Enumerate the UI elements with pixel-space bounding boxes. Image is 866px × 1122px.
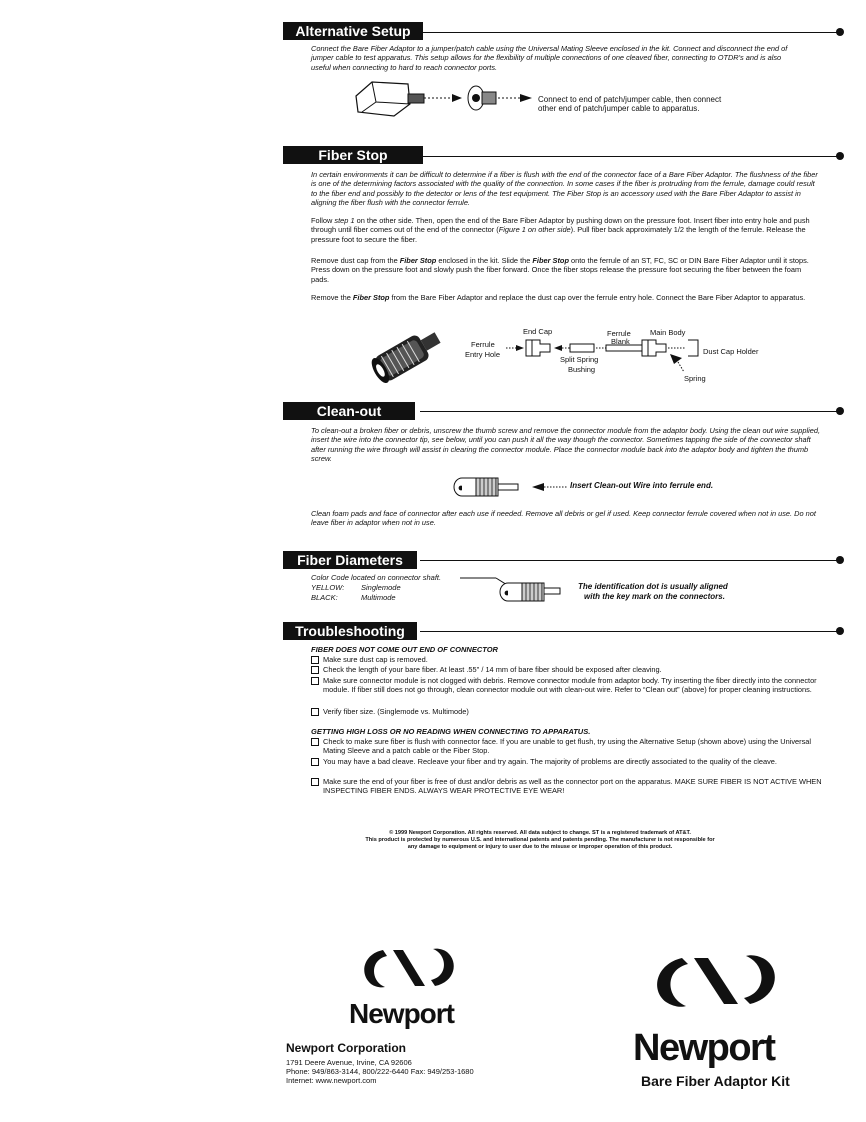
fiber-stop-intro: In certain environments it can be difficult to determine if a fiber is flush with the end of the connector face of a Bare Fiber Adaptor. The flushness of the fiber is one of the determining factors associated with the quality of the connection. In some cases if the fiber is protruding from the ferrule, damage could result to the fiber end and possibly to the detector or lens of the test equipment. The Fiber Stop is an accessory used with the Bare Fiber Adaptor to assist in aligning the fiber flush with the connector ferrule. — [311, 170, 818, 208]
fiber-stop-exploded-diagram — [506, 334, 706, 374]
label-ferrule-blank-2: Blank — [611, 337, 630, 346]
section-header-alternative-setup: Alternative Setup — [283, 22, 423, 40]
label-entry-hole: Entry Hole — [465, 350, 501, 359]
header-rule-dot — [836, 407, 844, 415]
header-rule — [420, 411, 837, 412]
troubleshooting-item: Check the length of your bare fiber. At least .55" / 14 mm of bare fiber should be exposed after cleaving. — [311, 665, 833, 674]
label-ferrule: Ferrule — [471, 340, 495, 349]
troubleshooting-item: Make sure connector module is not clogged with debris. Remove connector module from adaptor body. Try inserting the fiber directly into the connector module. If fiber still does not go through, clean connector module out with clean-out wire. Refer to “Clean out” (above) for proper cleaning instructions. — [311, 676, 833, 694]
checkbox-icon — [311, 758, 319, 766]
newport-logo-text-right: Newport — [633, 1027, 775, 1069]
fiber-stop-paragraph-3: Remove the Fiber Stop from the Bare Fiber Adaptor and replace the dust cap over the ferrule entry hole. Connect the Bare Fiber Adaptor to apparatus. — [311, 293, 806, 302]
label-ferrule-blank-1: Ferrule — [607, 329, 631, 338]
troubleshooting-item: Check to make sure fiber is flush with connector face. If you are unable to get flush, try using the Alternative Setup (shown above) using the Universal Mating Sleeve and a patch cable or the Fiber Stop. — [311, 737, 833, 755]
checkbox-icon — [311, 677, 319, 685]
clean-out-text: To clean-out a broken fiber or debris, unscrew the thumb screw and remove the connector module from the adaptor body. Using the clean out wire supplied, insert the wire into the connector tip, see below, until you can push it all the way though the connector. Sometimes tapping the side of the connector shaft after running the wire through will assist in clearing the connector module. Place the connector module back into the adaptor body and tighten the thumb screw. — [311, 426, 820, 464]
troubleshooting-heading-2: GETTING HIGH LOSS OR NO READING WHEN CONNECTING TO APPARATUS. — [311, 727, 591, 736]
header-rule-dot — [836, 28, 844, 36]
header-rule — [420, 560, 837, 561]
fiber-stop-paragraph-2: Remove dust cap from the Fiber Stop enclosed in the kit. Slide the Fiber Stop onto the ferrule of an ST, FC, SC or DIN Bare Fiber Adaptor until it stops. Press down on the pressure foot and slowly push the fiber forward. Once the fiber stops release the pressure foot securing the fiber between the foam pads. — [311, 256, 809, 284]
label-main-body: Main Body — [650, 328, 686, 337]
newport-logo-text-left: Newport — [349, 998, 454, 1029]
color-row-black-type: Multimode — [361, 593, 396, 602]
product-title: Bare Fiber Adaptor Kit — [641, 1073, 790, 1089]
header-rule — [420, 32, 837, 33]
fiber-stop-paragraph-1: Follow step 1 on the other side. Then, open the end of the Bare Fiber Adaptor by pushing down on the pressure foot. Insert fiber into entry hole and push through until fiber comes out of the end of the connector (Figure 1 on other side). Pull fiber back approximately 1/2 the length of the ferrule. Release the pressure foot to secure the fiber. — [311, 216, 810, 244]
legal-notice: © 1999 Newport Corporation. All rights reserved. All data subject to change. ST is a registered trademark of AT&T. This product is protected by numerous U.S. and international patents and patents pending. The manufacturer is not responsible for any damage to equipment or injury to user due to the misuse or improper operation of this product. — [365, 830, 715, 851]
fiber-stop-photo — [366, 318, 452, 390]
checkbox-icon — [311, 778, 319, 786]
alt-setup-caption-1: Connect to end of patch/jumper cable, then connect — [538, 95, 722, 104]
label-end-cap: End Cap — [523, 327, 553, 336]
header-rule — [420, 156, 837, 157]
section-header-fiber-stop: Fiber Stop — [283, 146, 423, 164]
fiber-diameters-note-1: The identification dot is usually aligned — [578, 582, 728, 591]
alt-setup-diagram — [348, 74, 538, 124]
color-row-yellow-color: YELLOW: — [311, 583, 345, 592]
alt-setup-text: Connect the Bare Fiber Adaptor to a jumper/patch cable using the Universal Mating Sleeve enclosed in the kit. Connect and disconnect the end of jumper cable to test apparatus. This setup allows for the flexibility of multiple connections of one cleaved fiber, connecting to OTDR's and is also useful when connecting to hard to reach connector ports. — [311, 44, 788, 72]
section-header-fiber-diameters: Fiber Diameters — [283, 551, 417, 569]
company-name: Newport Corporation — [286, 1041, 406, 1055]
newport-logo-mark — [357, 946, 461, 990]
label-spring: Spring — [684, 374, 706, 383]
label-split-spring: Split Spring — [560, 355, 599, 364]
newport-logo-mark-large — [648, 952, 784, 1010]
clean-out-connector-diagram — [450, 474, 570, 500]
troubleshooting-item: Make sure dust cap is removed. — [311, 655, 833, 664]
section-header-troubleshooting: Troubleshooting — [283, 622, 417, 640]
header-rule-dot — [836, 627, 844, 635]
fiber-diameter-connector-diagram — [460, 572, 570, 606]
troubleshooting-heading-1: FIBER DOES NOT COME OUT END OF CONNECTOR — [311, 645, 498, 654]
fiber-diameters-note-2: with the key mark on the connectors. — [584, 592, 725, 601]
header-rule — [420, 631, 837, 632]
alt-setup-caption-2: other end of patch/jumper cable to apparatus. — [538, 104, 700, 113]
troubleshooting-item: You may have a bad cleave. Recleave your fiber and try again. The majority of problems are directly associated to the quality of the cleave. — [311, 757, 833, 766]
header-rule-dot — [836, 556, 844, 564]
company-address: 1791 Deere Avenue, Irvine, CA 92606 — [286, 1058, 412, 1067]
troubleshooting-item: Verify fiber size. (Singlemode vs. Multimode) — [311, 707, 833, 716]
color-row-black-color: BLACK: — [311, 593, 338, 602]
clean-out-wire-label: Insert Clean-out Wire into ferrule end. — [570, 481, 714, 490]
checkbox-icon — [311, 738, 319, 746]
checkbox-icon — [311, 666, 319, 674]
color-row-yellow-type: Singlemode — [361, 583, 401, 592]
checkbox-icon — [311, 708, 319, 716]
company-phone: Phone: 949/863-3144, 800/222-6440 Fax: 949/253-1680 — [286, 1067, 474, 1076]
company-internet: Internet: www.newport.com — [286, 1076, 377, 1085]
color-code-label: Color Code located on connector shaft. — [311, 573, 442, 582]
label-dust-cap-holder: Dust Cap Holder — [703, 347, 759, 356]
label-bushing: Bushing — [568, 365, 596, 374]
troubleshooting-item: Make sure the end of your fiber is free of dust and/or debris as well as the connector port on the apparatus. MAKE SURE FIBER IS NOT ACTIVE WHEN INSPECTING FIBER ENDS. ALWAYS WEAR PROTECTIVE EYE WEAR! — [311, 777, 833, 795]
section-header-clean-out: Clean-out — [283, 402, 415, 420]
header-rule-dot — [836, 152, 844, 160]
clean-out-note: Clean foam pads and face of connector after each use if needed. Remove all debris or gel if used. Keep connector ferrule covered when not in use. Do not leave fiber in adaptor when not in use. — [311, 509, 816, 528]
checkbox-icon — [311, 656, 319, 664]
